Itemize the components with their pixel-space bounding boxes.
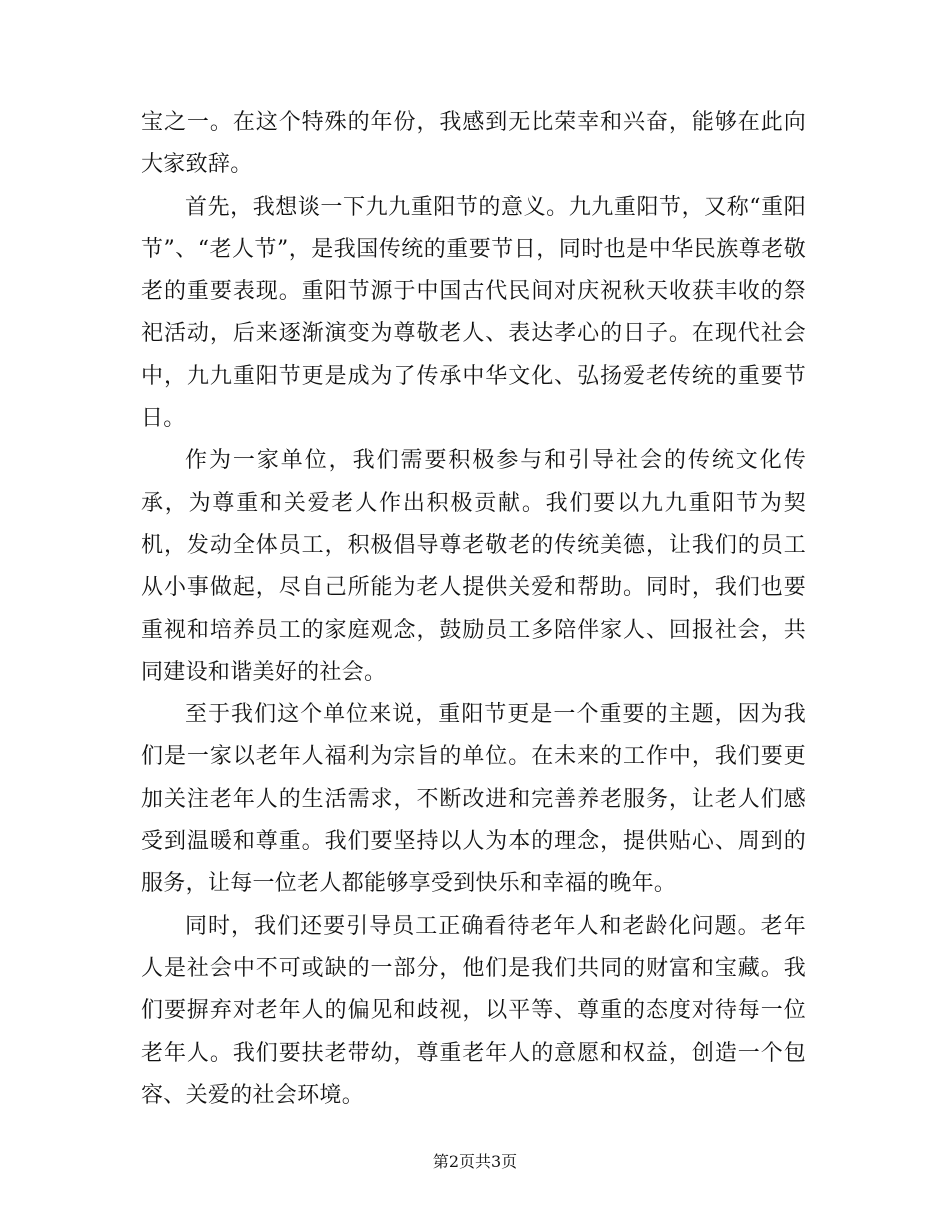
document-body xyxy=(141,102,806,1117)
paragraph-continued: 宝之一。在这个特殊的年份，我感到无比荣幸和兴奋，能够在此向大家致辞。 xyxy=(141,110,806,178)
paragraph-aging-attitude: 同时，我们还要引导员工正确看待老年人和老龄化问题。老年人是社会中不可或缺的一部分，他们是我们共同的财富和宝藏。我们要摒弃对老年人的偏见和歧视，以平等、尊重的态度对待每一位老年人。我们要扶老带幼，尊重老年人的意愿和权益，创造一个包容、关爱的社会环境。 xyxy=(141,913,806,1108)
paragraph-unit-theme: 至于我们这个单位来说，重阳节更是一个重要的主题，因为我们是一家以老年人福利为宗旨的单位。在未来的工作中，我们要更加关注老年人的生活需求，不断改进和完善养老服务，让老人们感受到温暖和尊重。我们要坚持以人为本的理念，提供贴心、周到的服务，让每一位老人都能够享受到快乐和幸福的晚年。 xyxy=(141,702,806,897)
page-number-footer: 第2页共3页 xyxy=(432,1152,518,1171)
paragraph-meaning: 首先，我想谈一下九九重阳节的意义。九九重阳节，又称“重阳节”、“老人节”，是我国传统的重要节日，同时也是中华民族尊老敬老的重要表现。重阳节源于中国古代民间对庆祝秋天收获丰收的祭祀活动，后来逐渐演变为尊敬老人、表达孝心的日子。在现代社会中，九九重阳节更是成为了传承中华文化、弘扬爱老传统的重要节日。 xyxy=(141,194,806,432)
paragraph-responsibility: 作为一家单位，我们需要积极参与和引导社会的传统文化传承，为尊重和关爱老人作出积极贡献。我们要以九九重阳节为契机，发动全体员工，积极倡导尊老敬老的传统美德，让我们的员工从小事做起，尽自己所能为老人提供关爱和帮助。同时，我们也要重视和培养员工的家庭观念，鼓励员工多陪伴家人、回报社会，共同建设和谐美好的社会。 xyxy=(141,448,806,685)
